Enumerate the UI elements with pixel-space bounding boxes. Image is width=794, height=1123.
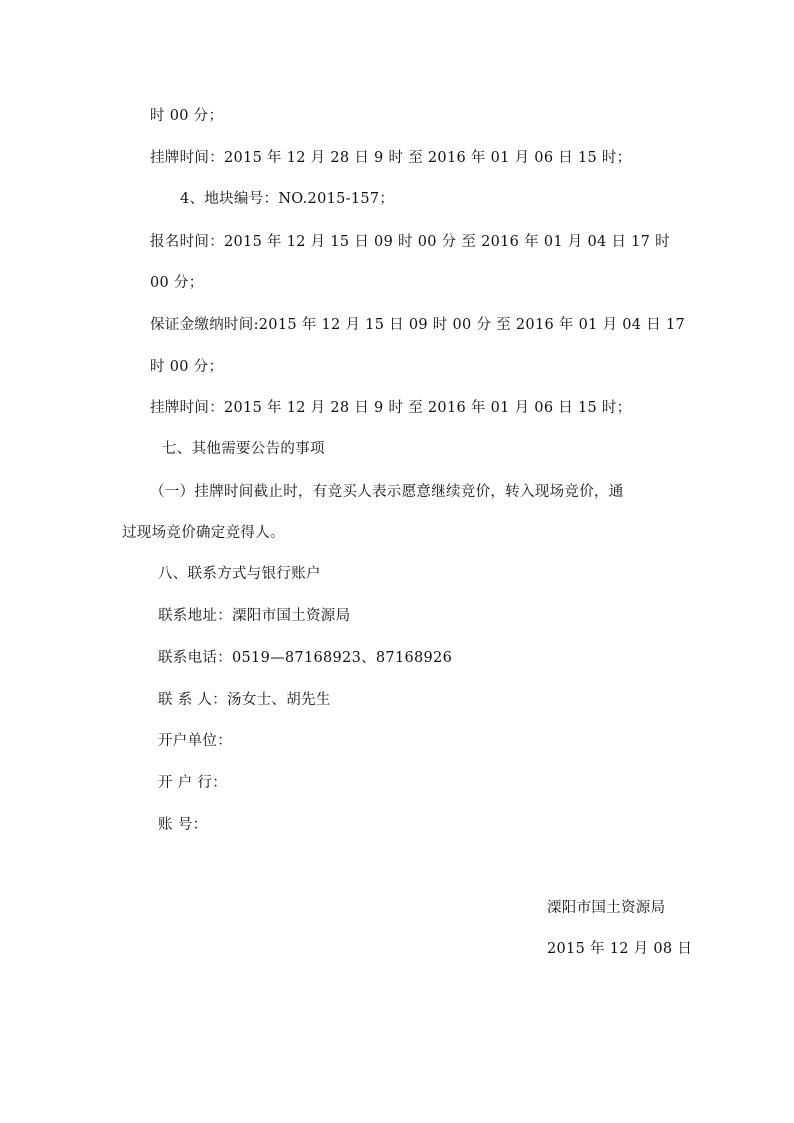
account-holder: 开户单位：: [158, 733, 232, 749]
paragraph-bidding-line-1: （一）挂牌时间截止时，有竞买人表示愿意继续竞价，转入现场竞价，通: [150, 484, 624, 500]
registration-time-continuation: 00 分；: [150, 275, 204, 291]
registration-time-line: 报名时间：2015 年 12 月 15 日 09 时 00 分 至 2016 年 01 月 04 日 17 时: [150, 234, 670, 250]
account-bank: 开 户 行：: [158, 775, 228, 791]
contact-address: 联系地址：溧阳市国土资源局: [158, 608, 351, 624]
section-heading-contact: 八、联系方式与银行账户: [158, 566, 321, 582]
deposit-time-line: 保证金缴纳时间:2015 年 12 月 15 日 09 时 00 分 至 2016 年 01 月 04 日 17: [150, 317, 685, 333]
signature-date: 2015 年 12 月 08 日: [547, 941, 693, 957]
contact-person: 联 系 人：汤女士、胡先生: [158, 692, 331, 708]
paragraph-bidding-line-2: 过现场竞价确定竞得人。: [122, 525, 285, 541]
account-number: 账 号：: [158, 817, 208, 833]
contact-phone: 联系电话：0519—87168923、87168926: [158, 650, 453, 666]
section-heading-other-matters: 七、其他需要公告的事项: [162, 441, 325, 457]
listing-time-line-2: 挂牌时间：2015 年 12 月 28 日 9 时 至 2016 年 01 月 06 日 15 时；: [150, 400, 632, 416]
listing-time-line: 挂牌时间：2015 年 12 月 28 日 9 时 至 2016 年 01 月 06 日 15 时；: [150, 150, 632, 166]
signature-org: 溧阳市国土资源局: [547, 900, 666, 916]
deposit-time-continuation: 时 00 分；: [150, 359, 224, 375]
time-end-continuation: 时 00 分；: [150, 108, 224, 124]
parcel-number-line: 4、地块编号：NO.2015-157；: [180, 191, 395, 207]
